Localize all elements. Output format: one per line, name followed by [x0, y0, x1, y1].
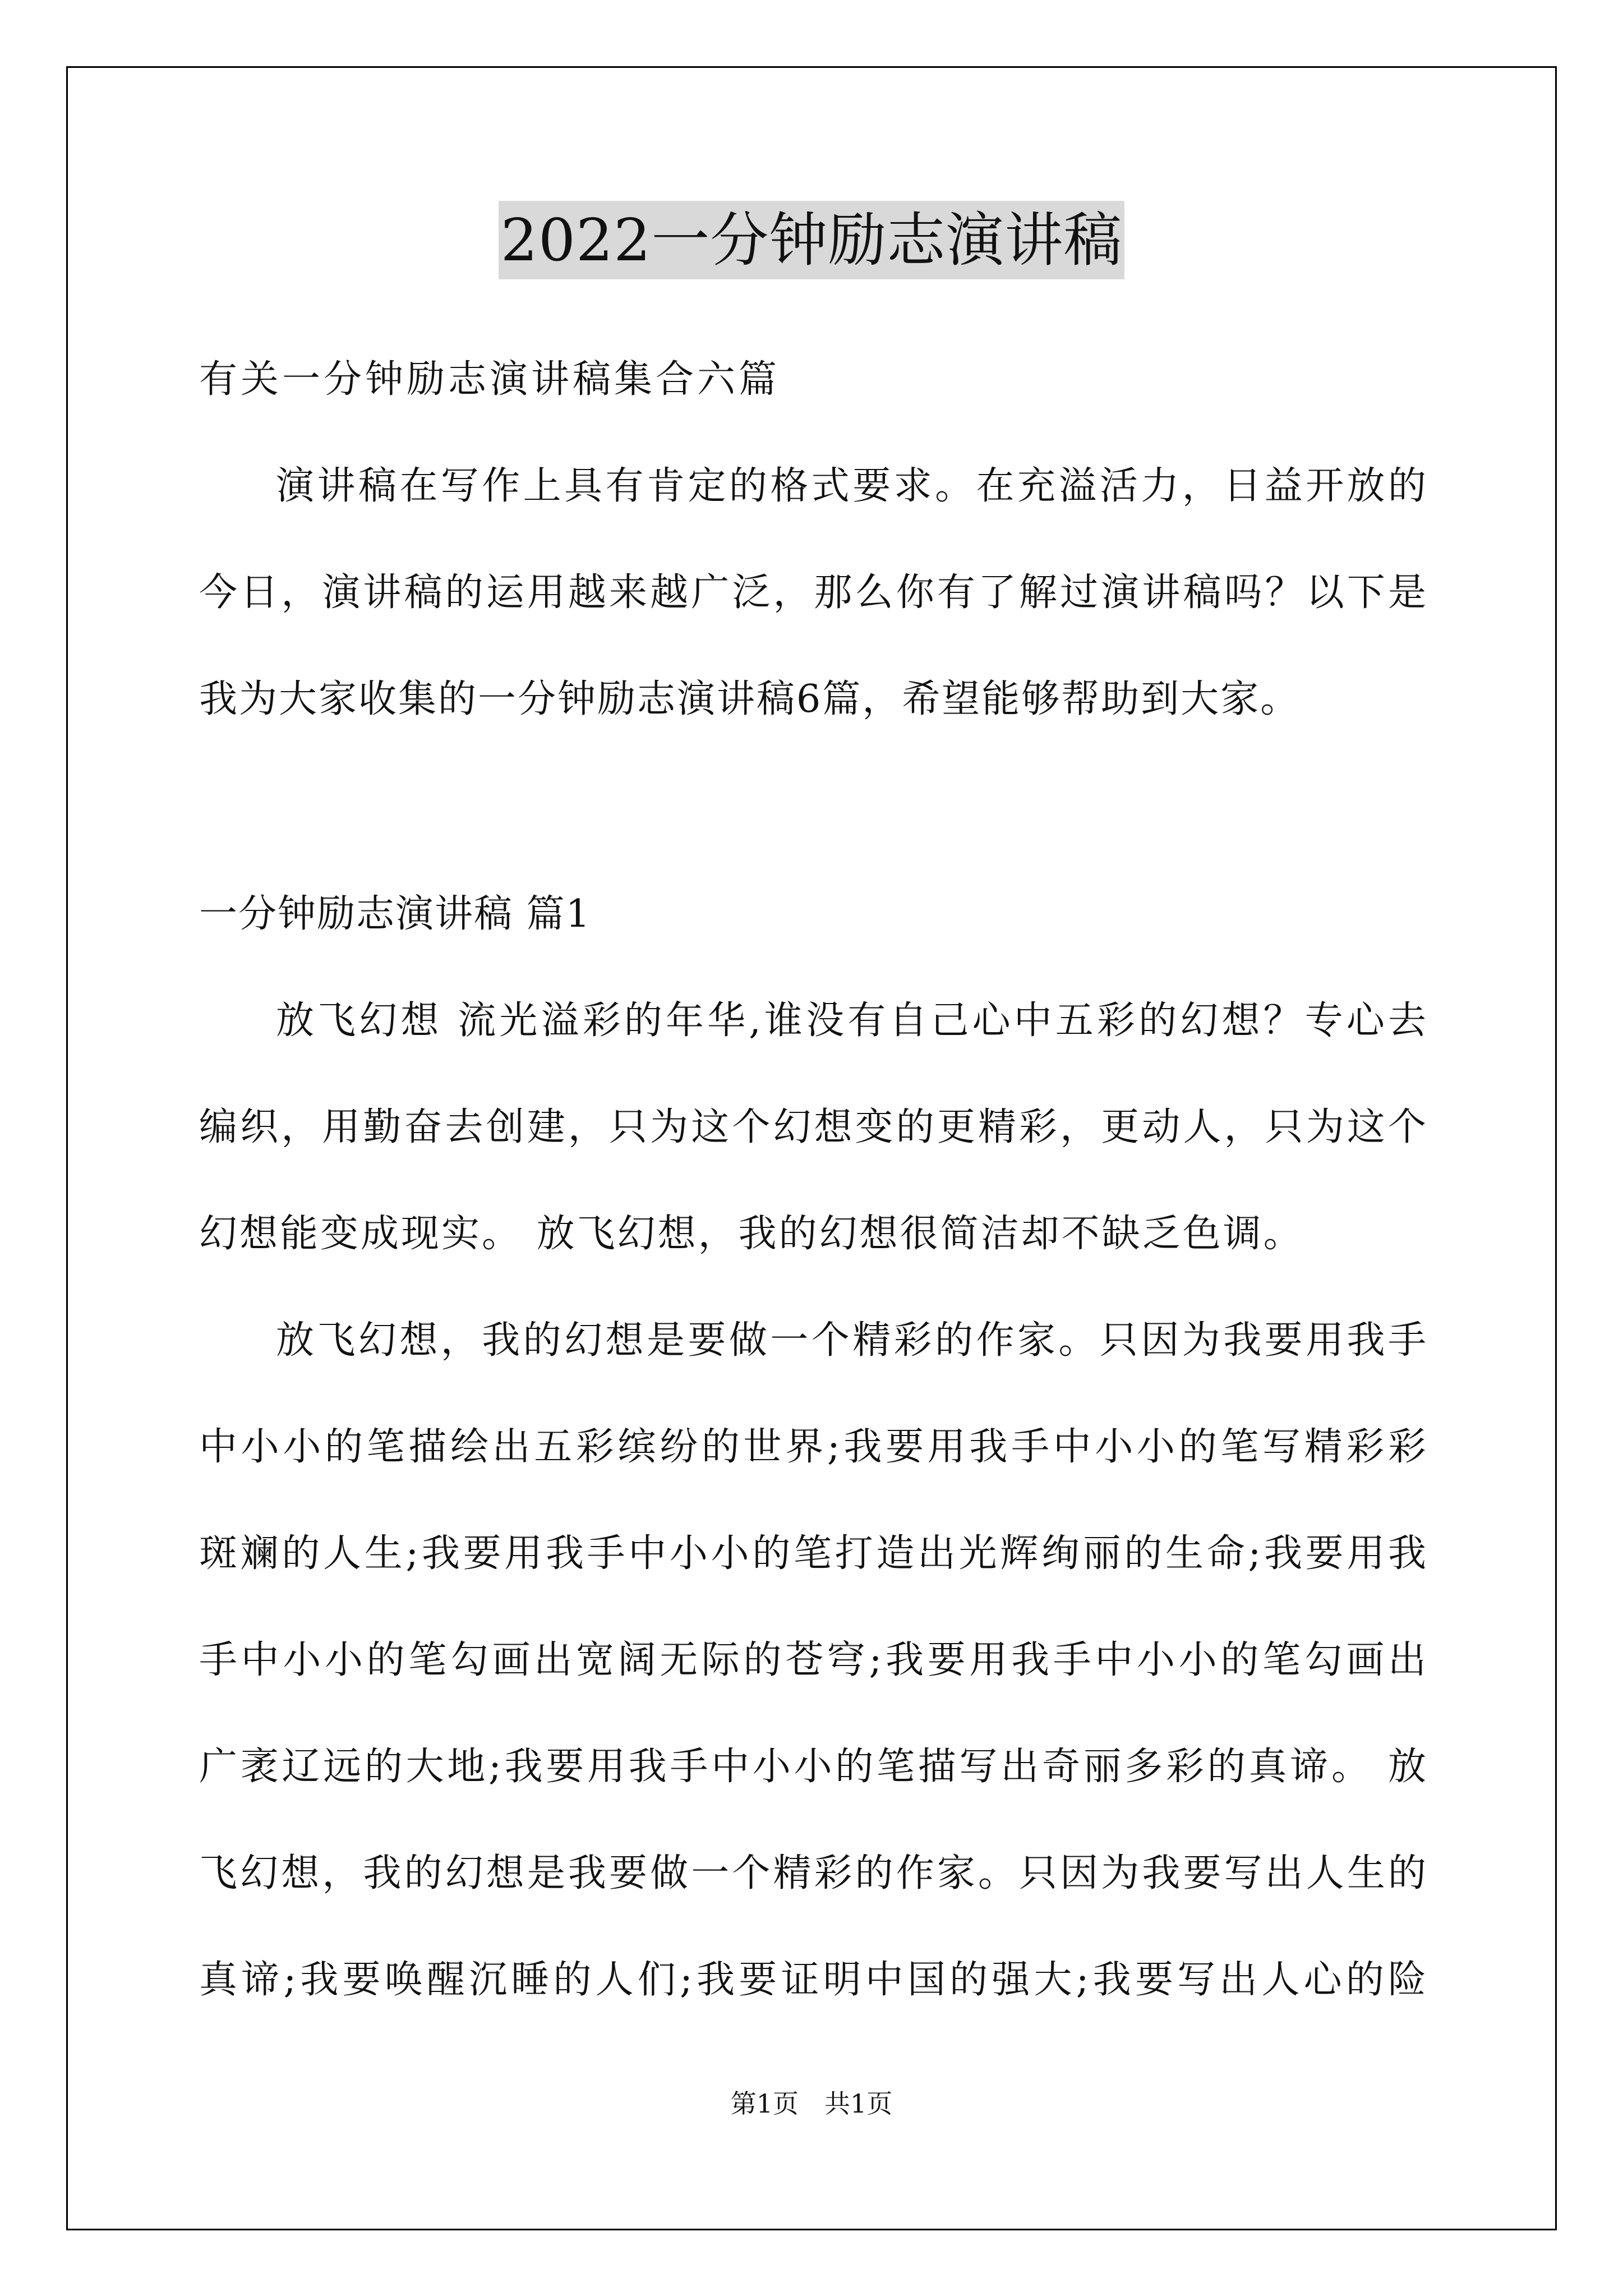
para2-line-4: 手中小小的笔勾画出宽阔无际的苍穹;我要用我手中小小的笔勾画出	[199, 1638, 1426, 1682]
para2-line-7: 真谛;我要唤醒沉睡的人们;我要证明中国的强大;我要写出人心的险	[199, 1958, 1426, 2002]
document-subtitle: 有关一分钟励志演讲稿集合六篇	[199, 357, 781, 402]
intro-line-3: 我为大家收集的一分钟励志演讲稿6篇，希望能够帮助到大家。	[199, 677, 1301, 721]
para2-line-3: 斑斓的人生;我要用我手中小小的笔打造出光辉绚丽的生命;我要用我	[199, 1531, 1426, 1576]
para2-line-5: 广袤辽远的大地;我要用我手中小小的笔描写出奇丽多彩的真谛。 放	[199, 1745, 1426, 1789]
para2-line-2: 中小小的笔描绘出五彩缤纷的世界;我要用我手中小小的笔写精彩彩	[199, 1425, 1426, 1469]
section-heading: 一分钟励志演讲稿 篇1	[199, 892, 591, 936]
para1-line-1: 放飞幻想 流光溢彩的年华,谁没有自己心中五彩的幻想？专心去	[276, 999, 1426, 1043]
intro-line-1: 演讲稿在写作上具有肯定的格式要求。在充溢活力，日益开放的	[276, 464, 1426, 508]
para2-line-6: 飞幻想，我的幻想是我要做一个精彩的作家。只因为我要写出人生的	[199, 1851, 1426, 1895]
para2-line-1: 放飞幻想，我的幻想是要做一个精彩的作家。只因为我要用我手	[276, 1318, 1426, 1363]
title-container	[0, 201, 1623, 279]
page-footer: 第1页 共1页	[730, 2088, 893, 2119]
para1-line-3: 幻想能变成现实。 放飞幻想，我的幻想很简洁却不缺乏色调。	[199, 1212, 1304, 1256]
para1-line-2: 编织，用勤奋去创建，只为这个幻想变的更精彩，更动人，只为这个	[199, 1105, 1426, 1149]
intro-line-2: 今日，演讲稿的运用越来越广泛，那么你有了解过演讲稿吗？以下是	[199, 570, 1426, 615]
document-title: 2022一分钟励志演讲稿	[499, 201, 1125, 279]
